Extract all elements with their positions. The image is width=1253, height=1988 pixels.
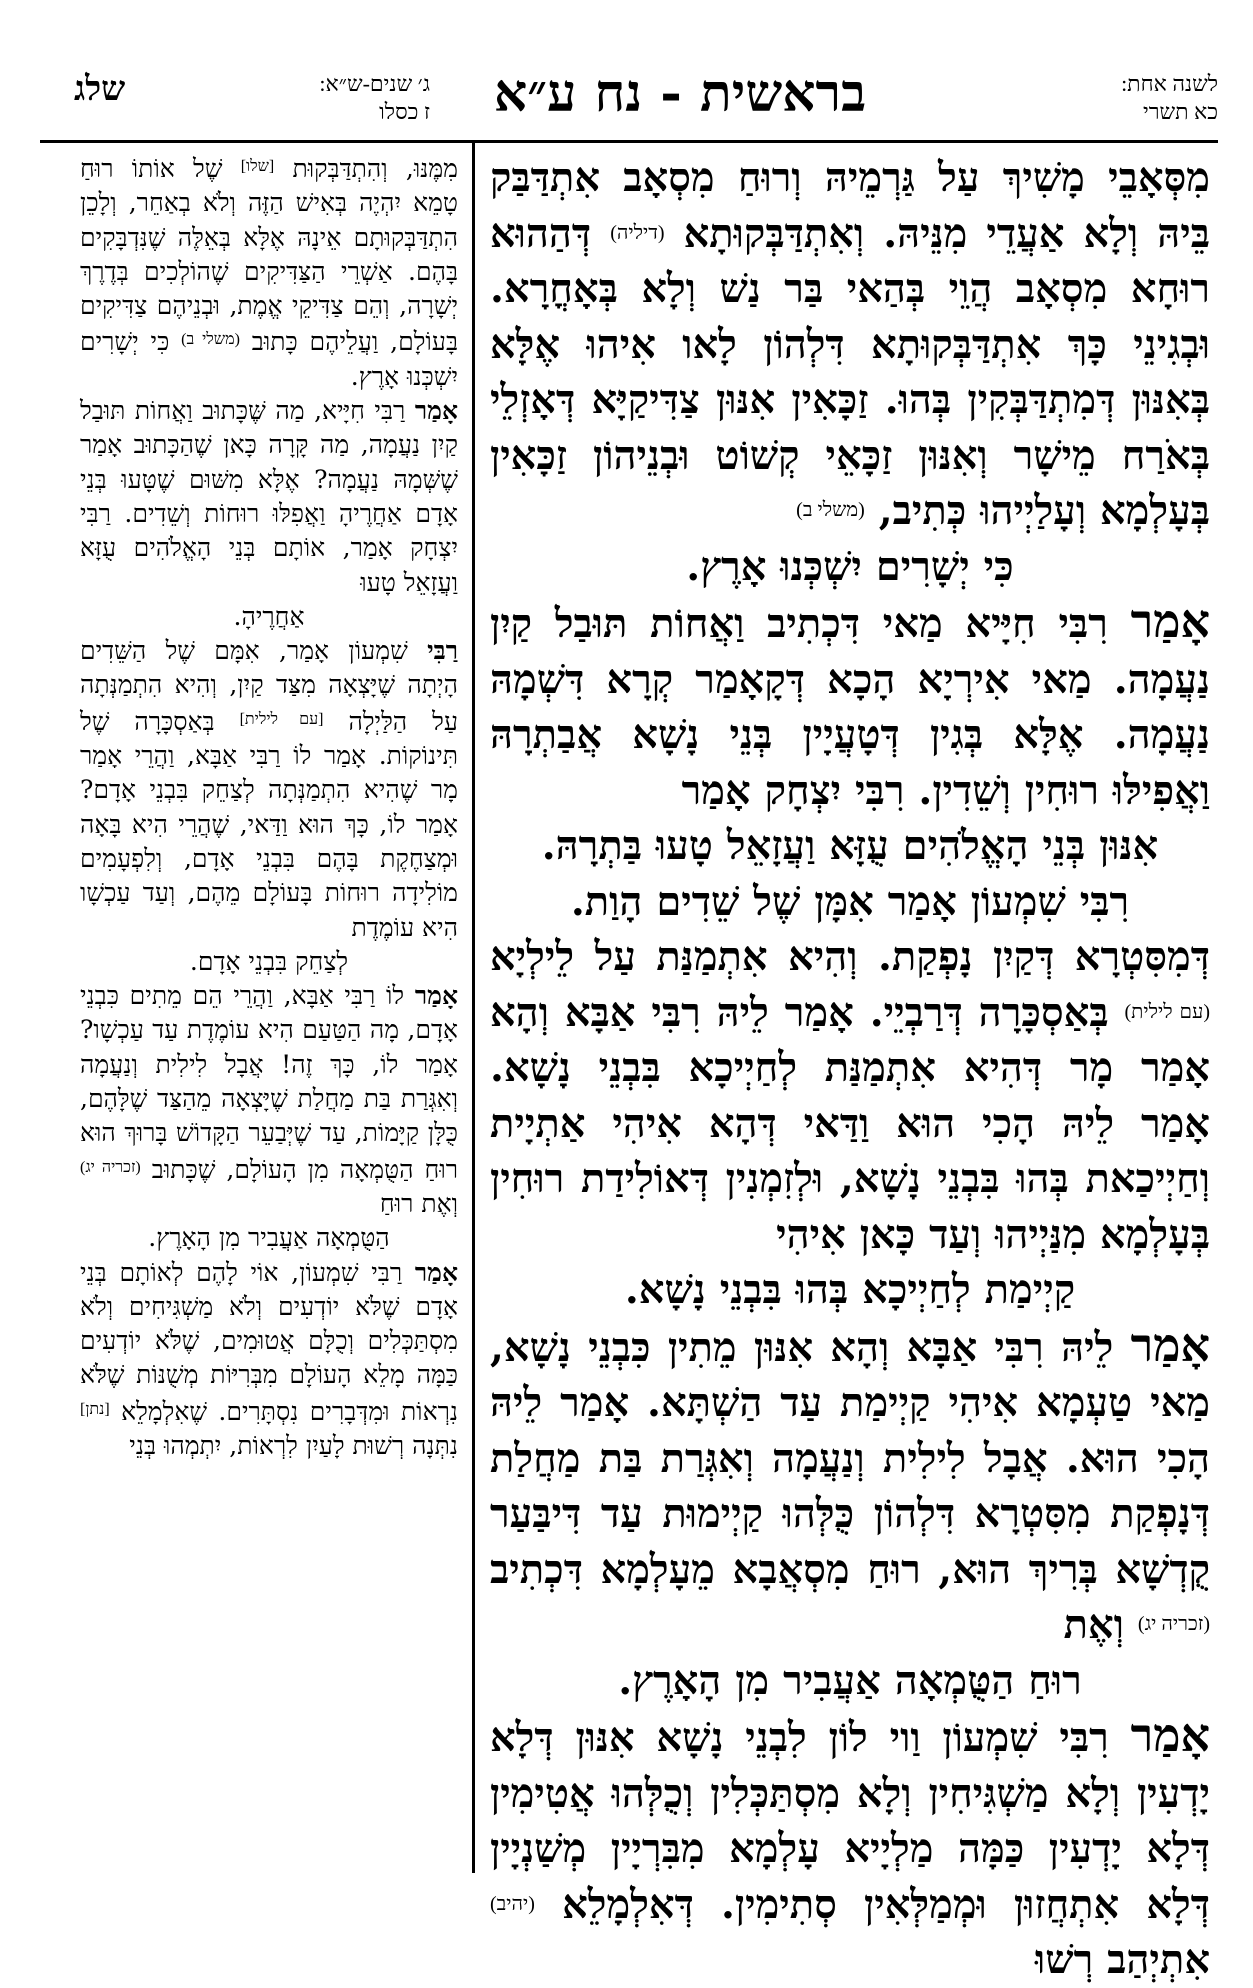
header-rule: [40, 140, 1218, 143]
hebrew-paragraph-1: [80, 150, 458, 394]
aramaic-column: [490, 150, 1210, 1988]
aramaic-paragraph-3-first: רִבִּי שִׁמְעוֹן אָמַר אִמָּן שֶׁל שֵׁדִים הָוַת.: [570, 877, 1130, 925]
schedule-three-years-label: ג׳ שנים-ש״א:: [319, 71, 430, 96]
text-span: רִבִּי שִׁמְעוֹן וַוי לוֹן לִבְנֵי נָשָׁא אִנּוּן דְּלָא יָדְעִין וְלָא מַשְׁגִּיחִין וְלָא מִסְתַּכְּלִין וְכֻלְּהוּ אֲטִימִין דְּלָא יָדְעִין כַּמָּה מַלְיָיא עָלְמָא מִבִּרְיָין מְשַׁנְיָין דְּלָא אִתְחֲזוּן וּמְמַלְּאִין סְתִימִין. דְּאִלְמָלֵא: [490, 1714, 1210, 1928]
hebrew-paragraph-4: [80, 979, 458, 1221]
reference-note: (זכריה יג): [80, 1158, 141, 1176]
aramaic-paragraph-5: [490, 1708, 1210, 1988]
paragraph-opener: אָמַר: [1130, 1317, 1210, 1372]
paragraph-opener: רַבִּי: [427, 636, 458, 666]
aramaic-paragraph-3: [490, 929, 1210, 1262]
text-span: וְאֶת רוּחַ: [379, 1188, 458, 1218]
text-span: רַבִּי שִׁמְעוֹן, אוֹי לָהֶם לְאוֹתָם בְּנֵי אָדָם שֶׁלֹּא יוֹדְעִים וְלֹא מַשְׁגִּיחִים וְלֹא מִסְתַּכְּלִים וְכֻלָּם אֲטוּמִים, שֶׁלֹּא יוֹדְעִים כַּמָּה מָלֵא הָעוֹלָם מִבְּרִיּוֹת מְשֻׁנּוֹת שֶׁלֹּא נִרְאוֹת וּמִדְּבָרִים נִסְתָּרִים. שֶׁאִלְמָלֵא: [80, 1257, 458, 1426]
text-span: לוֹ רַבִּי אַבָּא, וַהֲרֵי הֵם מֵתִים כִּבְנֵי אָדָם, מָה הַטַּעַם הִיא עוֹמֶדֶת עַד עַכְשָׁו? אָמַר לוֹ, כָּךְ זֶה! אֲבָל לִילִית וְנַעֲמָה וְאִגְּרַת בַּת מַחֲלַת שֶׁיָּצְאָה מֵהַצַּד שֶׁלָּהֶם, כֻּלָּן קַיָּמוֹת, עַד שֶׁיְּבַעֵר הַקָּדוֹשׁ בָּרוּךְ הוּא רוּחַ הַטֻּמְאָה מִן הָעוֹלָם, שֶׁכָּתוּב: [80, 981, 458, 1184]
aramaic-verse-1: כִּי יְשָׁרִים יִשְׁכְּנוּ אָרֶץ.: [686, 542, 1014, 590]
hebrew-paragraph-2-last: אַחֲרֶיהָ.: [233, 601, 305, 631]
page-title: בראשית - נח ע״א: [493, 63, 867, 124]
column-divider: [472, 143, 475, 1873]
text-span: רַבִּי חִיָּיא, מַה שֶּׁכָּתוּב וַאֲחוֹת תּוּבַל קַיִן נַעֲמָה, מַה קָּרָה כָּאן שֶׁהַכָּתוּב אָמַר שֶׁשְּׁמָהּ נַעֲמָה? אֶלָּא מִשּׁוּם שֶׁטָּעוּ בְּנֵי אָדָם אַחֲרֶיהָ וַאֲפִלּוּ רוּחוֹת וְשֵׁדִים. רַבִּי יִצְחָק אָמַר, אוֹתָם בְּנֵי הָאֱלֹהִים עֻזָּא וַעֲזָאֵל טָעוּ: [80, 396, 458, 597]
schedule-one-year-date: כא תשרי: [1142, 99, 1218, 124]
page-number: שלג: [74, 71, 126, 108]
reference-note: (משלי ב): [796, 499, 865, 521]
reference-note: (זכריה יג): [1137, 1613, 1210, 1635]
reference-note: (עם לילית): [1124, 1000, 1211, 1023]
hebrew-paragraph-4-last: הַטֻּמְאָה אַעֲבִיר מִן הָאָרֶץ.: [148, 1223, 390, 1253]
text-span: שֶׁל אוֹתוֹ רוּחַ טָמֵא יִהְיֶה בְּאִישׁ הַזֶּה וְלֹא בְאַחֵר, וְלָכֵן הִתְדַּבְּקוּתָם אֵינָהּ אֶלָּא בְּאֵלֶּה שֶׁנִּדְבָּקִים בָּהֶם. אַשְׁרֵי הַצַּדִּיקִים שֶׁהוֹלְכִים בְּדֶרֶךְ יְשָׁרָה, וְהֵם צַדִּיקֵי אֱמֶת, וּבְנֵיהֶם צַדִּיקִים בָּעוֹלָם, וַעֲלֵיהֶם כָּתוּב: [80, 154, 459, 357]
text-span: נִתְּנָה רְשׁוּת לָעַיִן לִרְאוֹת, יִתְמְהוּ בְּנֵי: [129, 1430, 458, 1460]
text-span: מִמֶּנּוּ, וְהִתְדַּבְּקוּת: [292, 154, 458, 183]
text-span: אִתְיְהַב רְשׁוּ: [1035, 1936, 1210, 1983]
paragraph-opener: אָמַר: [414, 1257, 458, 1287]
text-span: דְּהַהוּא רוּחָא מִסְאָב הֲוֵי בְּהַאי בַּר נַשׁ וְלָא בְּאָחֳרָא. וּבְגִינֵי כָּךְ אִתְדַּבְּקוּתָא דִּלְהוֹן לָאו אִיהוּ אֶלָּא בְּאִנּוּן דְּמִתְדַּבְּקִין בְּהוּ. זַכָּאִין אִנּוּן צַדִּיקַיָּא דְּאָזְלֵי בְּאֹרַח מֵישָׁר וְאִנּוּן זַכָּאֵי קְשׁוֹט וּבְנֵיהוֹן זַכָּאִין בְּעָלְמָא וְעָלַיְיהוּ כְּתִיב,: [490, 209, 1210, 534]
text-span: וְאֶת: [1063, 1601, 1124, 1648]
text-span: רִבִּי חִיָּיא מַאי דִּכְתִיב וַאֲחוֹת תּוּבַל קַיִן נַעֲמָה. מַאי אִירְיָא הָכָא דְּקָאָמַר קְרָא דִּשְׁמָהּ נַעֲמָה. אֶלָּא בְּגִין דְּטָעֲיָין בְּנֵי נָשָׁא אֲבַתְרָהּ וַאֲפִילּוּ רוּחִין וְשֵׁדִין. רִבִּי יִצְחָק אָמַר: [490, 600, 1210, 814]
schedule-one-year: [968, 70, 1218, 126]
paragraph-opener: אָמַר: [414, 396, 458, 426]
aramaic-paragraph-2: [490, 594, 1210, 818]
text-span: שִׁמְעוֹן אָמַר, אִמָּם שֶׁל הַשֵּׁדִים הָיְתָה שֶׁיָּצְאָה מִצַּד קַיִן, וְהִיא הִתְמַנְּתָה עַל הַלַּיְלָה: [80, 636, 459, 736]
paragraph-opener: אָמַר: [1130, 594, 1210, 648]
hebrew-paragraph-5: [80, 1256, 458, 1464]
text-span: מִסְּאָבֵי מָשִׁיךְ עַל גַּרְמֵיהּ וְרוּחַ מִסְאָב אִתְדַּבַּק בֵּיהּ וְלָא אַעֲדֵי מִנֵּיהּ. וְאִתְדַּבְּקוּתָא: [490, 154, 1210, 257]
hebrew-paragraph-2: [80, 394, 458, 600]
reference-note: (דיליה): [610, 221, 665, 244]
text-span: בְּאַסְכָּרָה דְּרַבְיֵי. אָמַר לֵיהּ רִבִּי אַבָּא וְהָא אָמַר מָר דְּהִיא אִתְמַנַּת לְחַיְיכָא בִּבְנֵי נָשָׁא. אָמַר לֵיהּ הָכִי הוּא וַדַּאי דְּהָא אִיהִי אַתְיָית וְחַיְיכַאת בְּהוּ בִּבְנֵי נָשָׁא, וּלְזִמְנִין דְּאוֹלִידַת רוּחִין בְּעָלְמָא מִנַּיְיהוּ וְעַד כָּאן אִיהִי: [490, 988, 1210, 1258]
hebrew-paragraph-3-last: לְצַחֵק בִּבְנֵי אָדָם.: [189, 946, 349, 976]
reference-note: [עם לילית]: [239, 710, 324, 728]
aramaic-paragraph-1: [490, 150, 1210, 539]
reference-note: (יהיב): [490, 1892, 535, 1915]
reference-note: [שלו]: [240, 158, 275, 175]
text-span: לֵיהּ רִבִּי אַבָּא וְהָא אִנּוּן מֵתִין כִּבְנֵי נָשָׁא, מַאי טַעְמָא אִיהִי קַיְימַת עַד הַשְׁתָּא. אָמַר לֵיהּ הָכִי הוּא. אֲבָל לִילִית וְנַעֲמָה וְאִגְּרַת בַּת מַחֲלַת דְּנָפְקַת מִסִּטְרָא דִּלְהוֹן כֻּלְּהוּ קַיְימוּת עַד דִּיבַּעַר קֻדְשָׁא בְּרִיךְ הוּא, רוּחַ מִסְאֲבָא מֵעָלְמָא דִּכְתִיב: [490, 1323, 1211, 1593]
hebrew-paragraph-3: [80, 634, 458, 945]
header-left: [74, 70, 430, 128]
aramaic-paragraph-3-last: קַיְימַת לְחַיְיכָא בְּהוּ בִּבְנֵי נָשָׁא.: [624, 1266, 1076, 1313]
text-span: דְּמִסִּטְרָא דְּקַיִן נָפְקַת. וְהִיא אִתְמַנַּת עַל לֵילְיָא: [490, 933, 1210, 980]
schedule-three-years-date: ז כסלו: [379, 99, 430, 124]
schedule-three-years: [319, 70, 430, 126]
aramaic-paragraph-4: [490, 1318, 1210, 1653]
schedule-one-year-label: לשנה אחת:: [1121, 71, 1218, 96]
paragraph-opener: אָמַר: [1130, 1708, 1210, 1762]
reference-note: (משלי ב): [181, 331, 240, 349]
aramaic-paragraph-2-last: אִנּוּן בְּנֵי הָאֱלֹהִים עֻזָּא וַעֲזָאֵל טָעוּ בַּתְרָהּ.: [541, 822, 1159, 869]
aramaic-paragraph-4-last: רוּחַ הַטֻּמְאָה אַעֲבִיר מִן הָאָרֶץ.: [618, 1656, 1082, 1704]
hebrew-column: [80, 150, 458, 1463]
paragraph-opener: אָמַר: [414, 981, 458, 1011]
reference-note: [נתן]: [80, 1400, 110, 1418]
text-span: בְּאַסְכָּרָה שֶׁל תִּינוֹקוֹת. אָמַר לוֹ רַבִּי אַבָּא, וַהֲרֵי אָמַר מָר שֶׁהִיא הִתְמַנְּתָה לְצַחֵק בִּבְנֵי אָדָם? אָמַר לוֹ, כָּךְ הוּא וַדַּאי, שֶׁהֲרֵי הִיא בָּאָה וּמְצַחֶקֶת בָּהֶם בִּבְנֵי אָדָם, וְלִפְעָמִים מוֹלִידָה רוּחוֹת בָּעוֹלָם מֵהֶם, וְעַד עַכְשָׁו הִיא עוֹמֶדֶת: [80, 706, 458, 942]
verse-text: כִּי יְשָׁרִים יִשְׁכְּנוּ אָרֶץ.: [80, 327, 458, 391]
